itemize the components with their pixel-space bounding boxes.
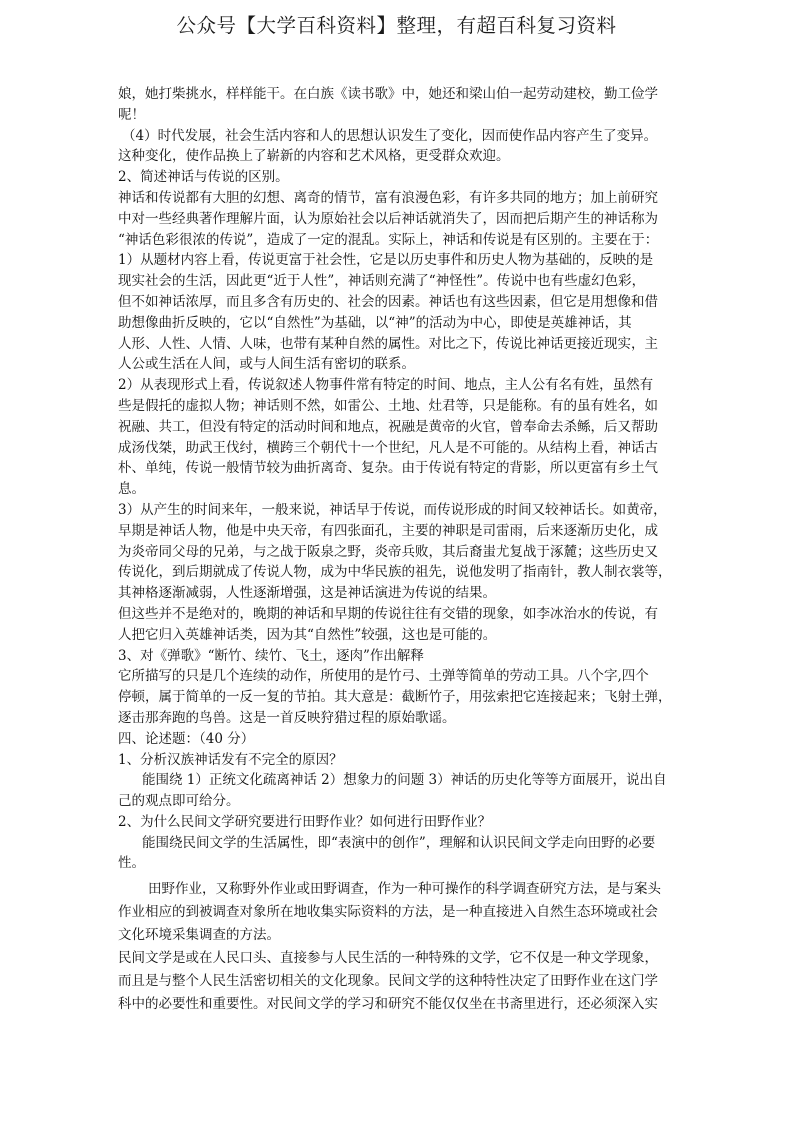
text-line: 为炎帝同父母的兄弟，与之战于阪泉之野，炎帝兵败，其后裔蚩尤复战于涿麓；这些历史又 [118, 543, 658, 560]
text-line: 祝融、共工，但没有特定的活动时间和地点，祝融是黄帝的火官，曾奉命去杀鲧，后又帮助 [118, 418, 658, 435]
text-line: 性。 [118, 855, 145, 872]
text-line: 中对一些经典著作理解片面，认为原始社会以后神话就消失了，因而把后期产生的神话称为 [118, 210, 658, 227]
text-line: 田野作业，又称野外作业或田野调查，作为一种可操作的科学调查研究方法，是与案头 [148, 881, 661, 898]
text-line: 这种变化，使作品换上了崭新的内容和艺术风格，更受群众欢迎。 [118, 148, 510, 165]
text-line: 民间文学是或在人民口头、直接参与人民生活的一种特殊的文学，它不仅是一种文学现象， [118, 950, 658, 967]
text-line: 现实社会的生活，因此更“近于人性”，神话则充满了“神怪性”。传说中也有些虚幻色彩， [118, 273, 646, 290]
text-line: 3）从产生的时间来年，一般来说，神话早于传说，而传说形成的时间又较神话长。如黄帝， [118, 501, 667, 518]
text-line: 朴、单纯，传说一般情节较为曲折离奇、复杂。由于传说有特定的背影，所以更富有乡土气 [118, 460, 658, 477]
page-header: 公众号【大学百科资料】整理，有超百科复习资料 [176, 14, 617, 37]
text-line: 作业相应的到被调查对象所在地收集实际资料的方法，是一种直接进入自然生态环境或社会 [118, 904, 658, 921]
text-line: 能围绕 1）正统文化疏离神话 2）想象力的问题 3）神话的历史化等等方面展开，说出自 [142, 772, 667, 789]
text-line: 能围绕民间文学的生活属性，即“表演中的创作”，理解和认识民间文学走向田野的必要 [142, 834, 656, 851]
text-line: 逐击那奔跑的鸟兽。这是一首反映狩猎过程的原始歌谣。 [118, 709, 456, 726]
text-line: 其神格逐渐减弱，人性逐渐增强，这是神话演进为传说的结果。 [118, 585, 496, 602]
text-line: 早期是神话人物，他是中央天帝，有四张面孔，主要的神职是司雷雨，后来逐渐历史化，成 [118, 522, 658, 539]
text-line: 神话和传说都有大胆的幻想、离奇的情节，富有浪漫色彩，有许多共同的地方；加上前研究 [118, 189, 658, 206]
question-heading: 3、对《弹歌》“断竹、续竹、飞土，逐肉”作出解释 [118, 647, 424, 664]
text-line: 助想像曲折反映的，它以“自然性”为基础，以“神”的活动为中心，即使是英雄神话，其 [118, 314, 632, 331]
question-heading: 2、为什么民间文学研究要进行田野作业？如何进行田野作业？ [118, 813, 492, 830]
text-line: 科中的必要性和重要性。对民间文学的学习和研究不能仅仅坐在书斋里进行，还必须深入实 [118, 996, 658, 1013]
text-line: 成汤伐桀，助武王伐纣，横跨三个朝代十一个世纪，凡人是不可能的。从结构上看，神话古 [118, 439, 658, 456]
question-heading: 2、简述神话与传说的区别。 [118, 169, 289, 186]
text-line: 己的观点即可给分。 [118, 793, 240, 810]
text-line: 文化环境采集调查的方法。 [118, 927, 280, 944]
text-line: 人形、人性、人情、人味，也带有某种自然的属性。对比之下，传说比神话更接近现实，主 [118, 335, 658, 352]
text-line: 些是假托的虚拟人物；神话则不然，如雷公、土地、灶君等，只是能称。有的虽有姓名，如 [118, 397, 658, 414]
text-line: 人公或生活在人间，或与人间生活有密切的联系。 [118, 356, 415, 373]
text-line: 息。 [118, 481, 145, 498]
text-line: 2）从表现形式上看，传说叙述人物事件常有特定的时间、地点，主人公有名有姓，虽然有 [118, 377, 654, 394]
text-line: 而且是与整个人民生活密切相关的文化现象。民间文学的这种特性决定了田野作业在这门学 [118, 973, 658, 990]
text-line: 停顿，属于简单的一反一复的节拍。其大意是：截断竹子，用弦索把它连接起来；飞射土弹， [118, 689, 672, 706]
question-heading: 1、分析汉族神话发有不完全的原因？ [118, 751, 343, 768]
text-line: “神话色彩很浓的传说”，造成了一定的混乱。实际上，神话和传说是有区别的。主要在于： [118, 231, 659, 248]
text-line: 娘，她打柴挑水，样样能干。在白族《读书歌》中，她还和梁山伯一起劳动建校，勤工俭学 [118, 86, 658, 102]
document-body [118, 84, 686, 1016]
text-line: （4）时代发展，社会生活内容和人的思想认识发生了变化，因而使作品内容产生了变异。 [122, 127, 658, 144]
text-line: 人把它归入英雄神话类，因为其“自然性”较强，这也是可能的。 [118, 626, 497, 643]
text-line: 但不如神话浓厚，而且多含有历史的、社会的因素。神话也有这些因素，但它是用想像和借 [118, 293, 658, 310]
section-heading: 四、论述题：（40 分） [118, 730, 255, 747]
text-line: 1）从题材内容上看，传说更富于社会性，它是以历史事件和历史人物为基础的，反映的是 [118, 252, 654, 269]
text-line: 它所描写的只是几个连续的动作，所使用的是竹弓、土弹等简单的劳动工具。八个字,四个 [118, 668, 649, 685]
text-line: 传说化，到后期就成了传说人物，成为中华民族的祖先，说他发明了指南针，教人制衣裳等， [118, 564, 672, 581]
text-line: 但这些并不是绝对的，晚期的神话和早期的传说往往有交错的现象，如李冰治水的传说，有 [118, 605, 658, 622]
text-line: 呢！ [118, 106, 145, 123]
